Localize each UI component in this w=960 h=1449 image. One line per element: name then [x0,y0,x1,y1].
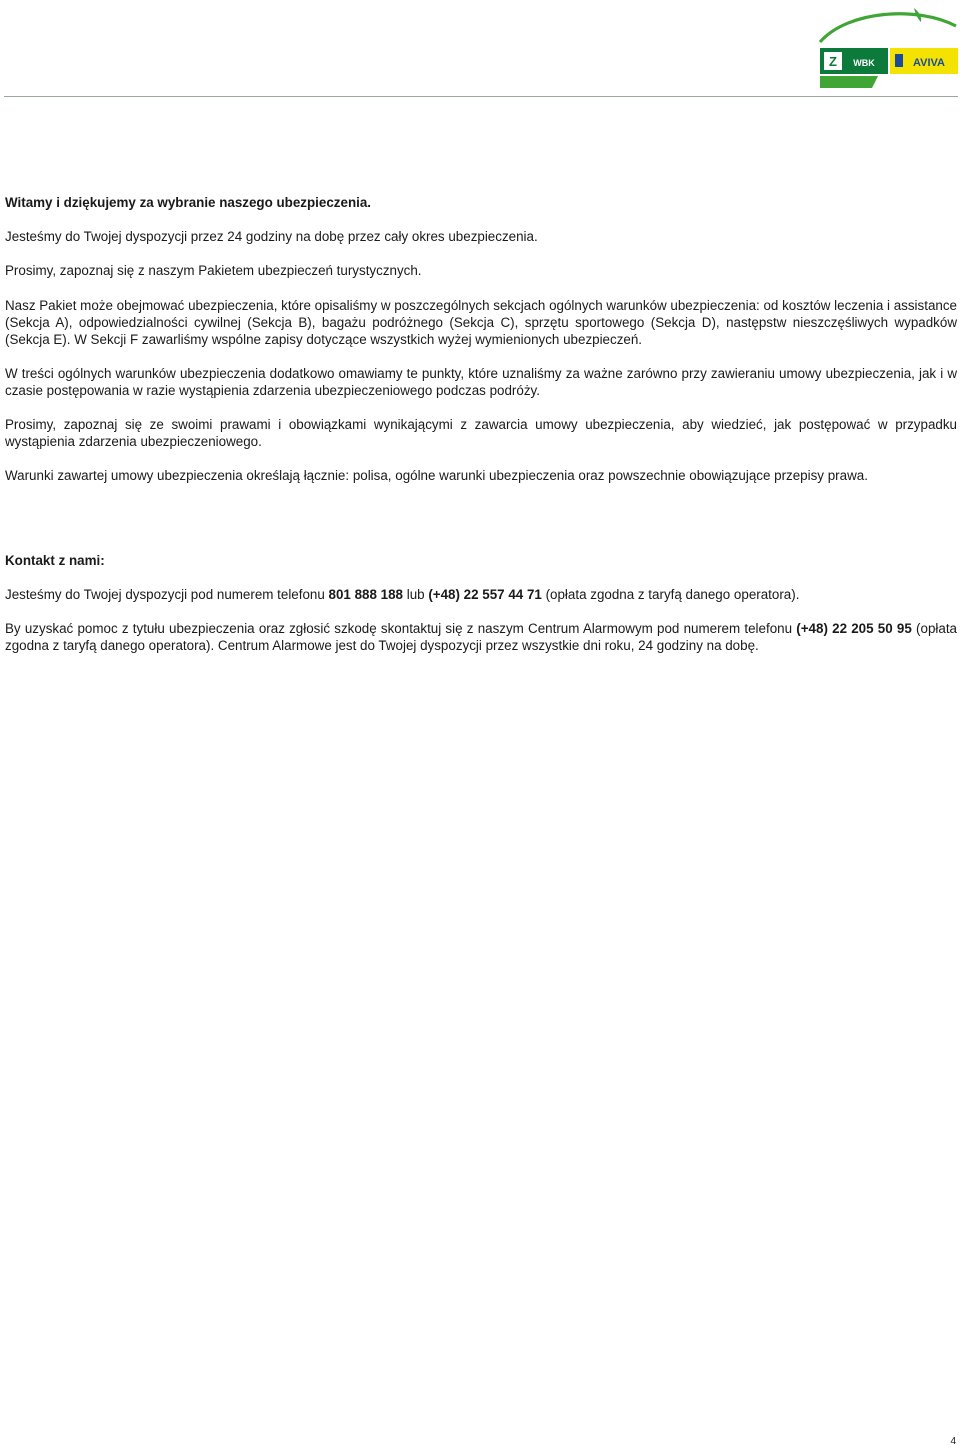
contact-heading: Kontakt z nami: [5,553,105,568]
phone-primary: 801 888 188 [328,587,403,602]
package-description: Nasz Pakiet może obejmować ubezpieczenia, które opisaliśmy w poszczególnych sekcjach ogólnych warunków ubezpieczenia: od kosztów leczenia i assistance (Sekcja A), odpowiedzialności cywilnej (Sekcja B), bagażu podróżnego (Sekcja C), sprzętu sportowego (Sekcja D), następstw nieszczęśliwych wypadków (Sekcja E). W Sekcji F zawarliśmy wspólne zapisy dotyczące wszystkich wyżej wymienionych ubezpieczeń. [5,298,957,347]
contact-phone-text [5,586,957,603]
alarm-center-text [5,620,957,654]
logo-wbk-text: WBK [853,58,875,68]
svg-text:Z: Z [829,54,837,69]
rights-duties-text: Prosimy, zapoznaj się ze swoimi prawami i obowiązkami wynikającymi z zawarcia umowy ubezpieczenia, aby wiedzieć, jak postępować w przypadku wystąpienia zdarzenia ubezpieczeniowego. [5,417,957,449]
phone-secondary: (+48) 22 557 44 71 [428,587,542,602]
alarm-phone: (+48) 22 205 50 95 [796,621,912,636]
general-conditions-text: W treści ogólnych warunków ubezpieczenia dodatkowo omawiamy te punkty, które uznaliśmy za ważne zarówno przy zawieraniu umowy ubezpieczenia, jak i w czasie postępowania w razie wystąpienia zdarzenia ubezpieczeniowego podczas podróży. [5,366,957,398]
contact-phone-prefix: Jesteśmy do Twojej dyspozycji pod numerem telefonu [5,587,329,602]
alarm-suffix: (opłata zgodna z taryfą danego operatora). Centrum Alarmowe jest do Twojej dyspozycji przez wszystkie dni roku, 24 godziny na dobę. [5,621,957,653]
availability-text: Jesteśmy do Twojej dyspozycji przez 24 godziny na dobę przez cały okres ubezpieczenia. [5,229,538,244]
page-number: 4 [950,1436,956,1447]
page-header [0,0,960,100]
header-divider [4,96,958,97]
document-body [5,194,957,654]
bzwbk-aviva-logo [818,4,960,90]
contact-phone-or: lub [403,587,429,602]
alarm-prefix: By uzyskać pomoc z tytułu ubezpieczenia oraz zgłosić szkodę skontaktuj się z naszym Centrum Alarmowym pod numerem telefonu [5,621,797,636]
logo-aviva-text: AVIVA [913,57,945,69]
contact-phone-suffix: (opłata zgodna z taryfą danego operatora). [541,587,800,602]
terms-text: Warunki zawartej umowy ubezpieczenia określają łącznie: polisa, ogólne warunki ubezpieczenia oraz powszechnie obowiązujące przepisy prawa. [5,468,868,483]
welcome-heading: Witamy i dziękujemy za wybranie naszego ubezpieczenia. [5,195,372,210]
read-package-text: Prosimy, zapoznaj się z naszym Pakietem ubezpieczeń turystycznych. [5,263,422,278]
